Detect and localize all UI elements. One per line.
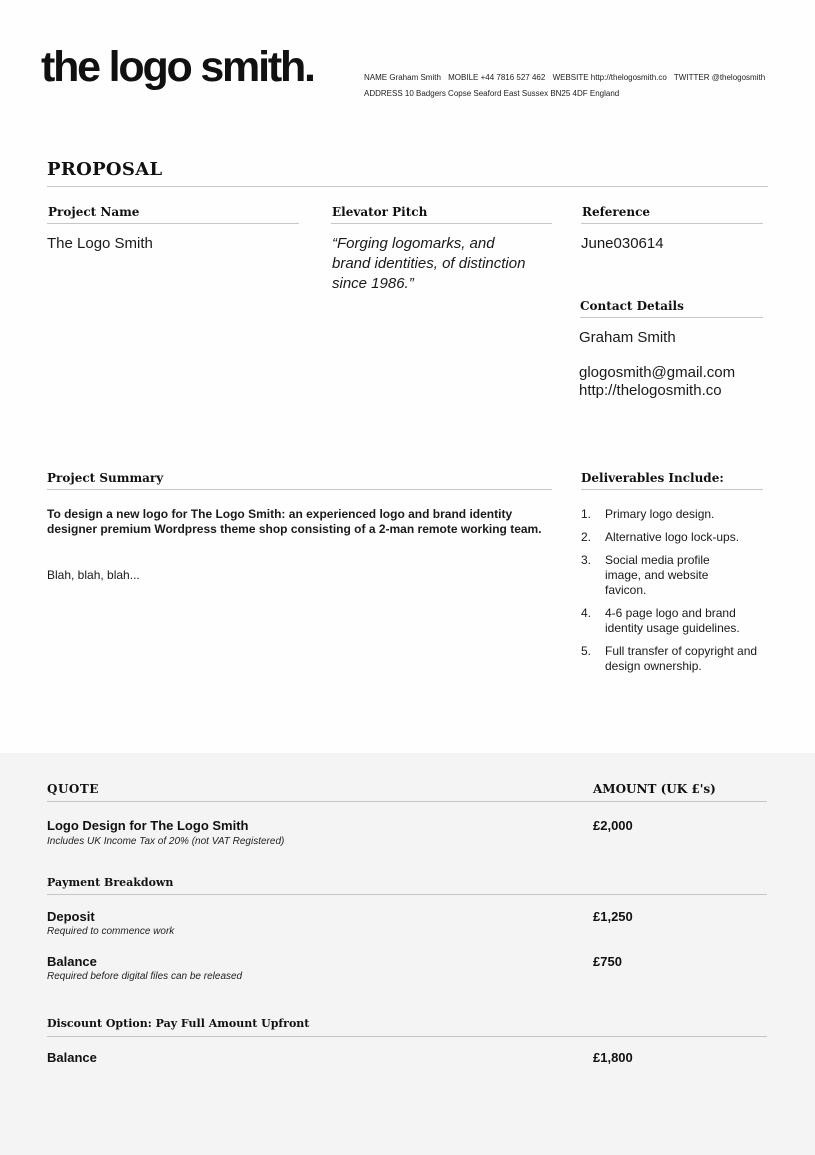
deliverables-list: [581, 507, 771, 682]
reference-label: Reference: [582, 205, 651, 219]
contact-divider: [580, 317, 763, 318]
project-name-divider: [47, 223, 299, 224]
deliverables-divider: [581, 489, 763, 490]
discount-amount: £1,800: [593, 1050, 633, 1065]
quote-divider: [47, 801, 767, 802]
contact-url[interactable]: http://thelogosmith.co: [579, 382, 722, 399]
page-title: PROPOSAL: [47, 159, 163, 180]
project-name-label: Project Name: [48, 205, 140, 219]
summary-divider: [47, 489, 552, 490]
balance-item: Balance: [47, 954, 97, 969]
discount-divider: [47, 1036, 767, 1037]
project-name-value: The Logo Smith: [47, 235, 153, 252]
list-item: 5. Full transfer of copyright and design ownership.: [581, 644, 758, 673]
discount-label: Discount Option: Pay Full Amount Upfront: [47, 1017, 310, 1030]
header-name: NAME Graham Smith: [364, 73, 441, 82]
pitch-text: “Forging logomarks, and brand identities, of distinction since 1986.”: [332, 235, 526, 292]
deposit-amount: £1,250: [593, 909, 633, 924]
list-item: 2. Alternative logo lock-ups.: [581, 530, 740, 544]
quote-main-item: Logo Design for The Logo Smith: [47, 818, 249, 833]
amount-label: AMOUNT (UK £'s): [593, 782, 716, 796]
balance-note: Required before digital files can be released: [47, 971, 243, 982]
breakdown-label: Payment Breakdown: [47, 876, 174, 889]
header-website: WEBSITE http://thelogosmith.co: [552, 73, 667, 82]
header-mobile: MOBILE +44 7816 527 462: [448, 73, 546, 82]
quote-main-amount: £2,000: [593, 818, 633, 833]
header-address: ADDRESS 10 Badgers Copse Seaford East Sussex BN25 4DF England: [364, 89, 620, 98]
quote-main-note: Includes UK Income Tax of 20% (not VAT Registered): [47, 836, 285, 847]
title-divider: [47, 186, 768, 187]
quote-label: QUOTE: [47, 782, 99, 796]
contact-label: Contact Details: [580, 299, 684, 313]
pitch-divider: [331, 223, 552, 224]
header-twitter: TWITTER @thelogosmith: [673, 73, 766, 82]
balance-amount: £750: [593, 954, 622, 969]
list-item: 3. Social media profile image, and website favicon.: [581, 553, 710, 597]
deliverables-label: Deliverables Include:: [581, 471, 724, 485]
header-contact-line: [364, 73, 770, 82]
deposit-item: Deposit: [47, 909, 95, 924]
list-item: 1. Primary logo design.: [581, 507, 715, 521]
discount-item: Balance: [47, 1050, 97, 1065]
pitch-label: Elevator Pitch: [332, 205, 428, 219]
summary-text-2: Blah, blah, blah...: [47, 568, 140, 582]
contact-name: Graham Smith: [579, 329, 676, 346]
quote-section: [0, 753, 815, 1155]
deposit-note: Required to commence work: [47, 926, 175, 937]
summary-text: To design a new logo for The Logo Smith: an experienced logo and brand identity designer premium Wordpress theme shop consisting of a 2-man remote working team.: [47, 507, 542, 536]
breakdown-divider: [47, 894, 767, 895]
reference-value: June030614: [581, 235, 664, 252]
list-item: 4. 4-6 page logo and brand identity usage guidelines.: [581, 606, 740, 635]
contact-email[interactable]: glogosmith@gmail.com: [579, 364, 736, 381]
summary-label: Project Summary: [47, 471, 164, 485]
logo: the logo smith.: [41, 43, 314, 91]
reference-divider: [581, 223, 763, 224]
